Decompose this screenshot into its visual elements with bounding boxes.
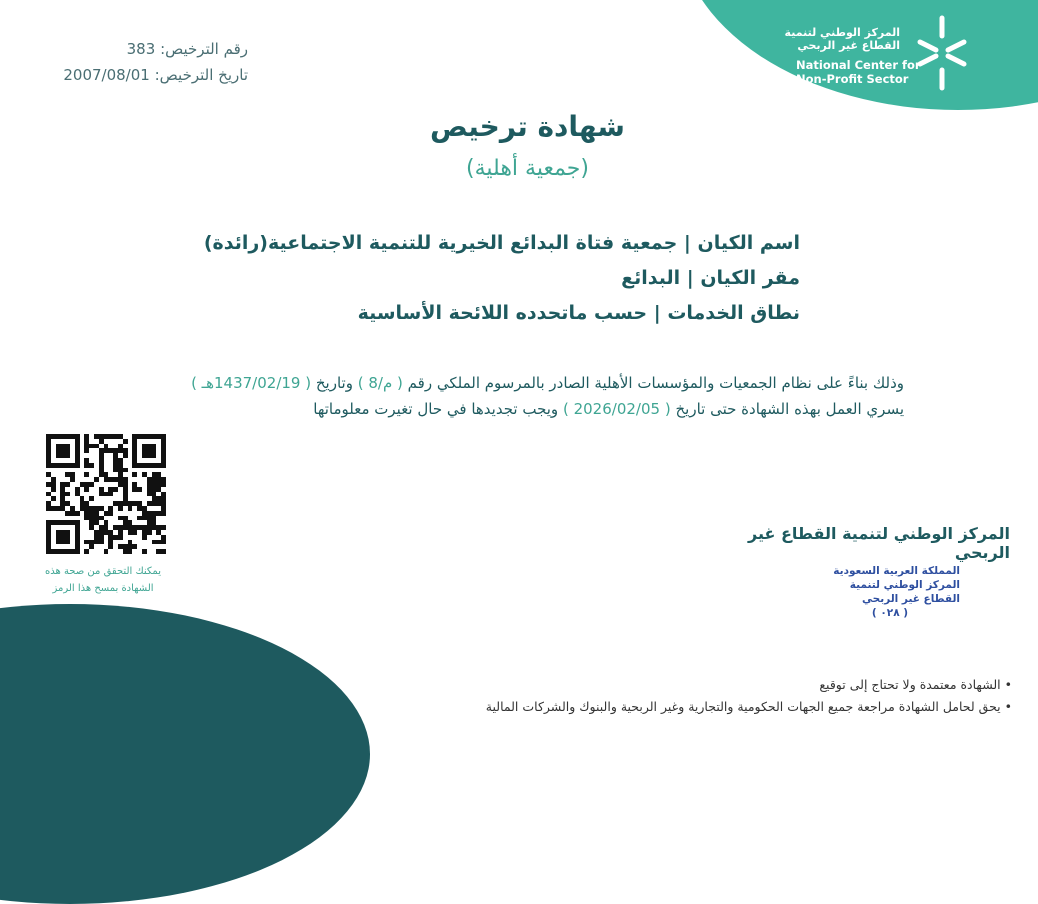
logo-english-line1: National Center for	[796, 58, 921, 72]
verification-qr-code	[46, 434, 166, 554]
stamp-line4: ( ٠٢٨ )	[871, 607, 909, 619]
stamp-line2: المركز الوطني لتنمية	[849, 579, 960, 591]
logo-english-line2: Non-Profit Sector	[796, 72, 909, 86]
official-stamp	[820, 564, 960, 620]
qr-module	[161, 549, 166, 554]
separator: |	[683, 232, 691, 254]
logo-arabic-line1: المركز الوطني لتنمية	[784, 26, 900, 39]
entity-details	[200, 226, 800, 331]
notes-list	[400, 674, 1012, 718]
renewal-text: ويجب تجديدها في حال تغيرت معلوماتها	[313, 400, 559, 418]
entity-hq-label: مقر الكيان	[700, 267, 800, 289]
license-date-label: تاريخ الترخيص:	[154, 66, 248, 84]
entity-name-label: اسم الكيان	[697, 232, 800, 254]
license-number-label: رقم الترخيص:	[160, 40, 248, 58]
license-date-row	[20, 62, 248, 88]
issuer-name: المركز الوطني لتنمية القطاع غير الربحي	[748, 524, 1010, 562]
certificate-subtitle: (جمعية أهلية)	[466, 156, 589, 181]
license-number-row	[20, 36, 248, 62]
qr-caption-line1: يمكنك التحقق من صحة هذه	[45, 566, 161, 577]
qr-caption	[20, 563, 186, 597]
ncnp-logo	[784, 12, 980, 90]
decree-line-2	[140, 396, 904, 422]
license-date-value: 2007/08/01	[63, 66, 150, 84]
decree-number: ( م/8 )	[357, 374, 403, 392]
entity-hq-value: البدائع	[621, 267, 681, 289]
validity-text: يسري العمل بهذه الشهادة حتى تاريخ	[675, 400, 904, 418]
footer-decoration	[0, 604, 370, 904]
decree-line1-text: وذلك بناءً على نظام الجمعيات والمؤسسات الأهلية الصادر بالمرسوم الملكي رقم	[407, 374, 904, 392]
entity-name-row	[200, 226, 800, 261]
decree-date-label: وتاريخ	[315, 374, 353, 392]
logo-arabic-text	[785, 26, 900, 52]
decree-date: ( 1437/02/19هـ )	[191, 374, 312, 392]
ncnp-star-icon	[916, 14, 968, 92]
note-item: • يحق لحامل الشهادة مراجعة جميع الجهات الحكومية والتجارية وغير الربحية والبنوك والشركات المالية	[400, 696, 1012, 718]
entity-hq-row	[200, 261, 800, 296]
separator: |	[686, 267, 694, 289]
stamp-line1: المملكة العربية السعودية	[833, 565, 960, 577]
decree-line-1	[140, 370, 904, 396]
certificate-title: شهادة ترخيص	[430, 110, 625, 143]
stamp-line3: القطاع غير الربحي	[862, 593, 960, 605]
entity-scope-label: نطاق الخدمات	[667, 302, 800, 324]
decree-text	[140, 370, 904, 422]
license-info	[20, 36, 248, 88]
separator: |	[653, 302, 661, 324]
entity-scope-value: حسب ماتحدده اللائحة الأساسية	[357, 302, 648, 324]
logo-arabic-line2: القطاع غير الربحي	[797, 39, 900, 52]
note-item: • الشهادة معتمدة ولا تحتاج إلى توقيع	[400, 674, 1012, 696]
license-number-value: 383	[126, 40, 156, 58]
entity-name-value: جمعية فتاة البدائع الخيرية للتنمية الاجتماعية(رائدة)	[203, 232, 678, 254]
logo-english-text	[796, 58, 921, 86]
qr-caption-line2: الشهادة بمسح هذا الرمز	[52, 583, 154, 594]
entity-scope-row	[200, 296, 800, 331]
expiry-date: ( 2026/02/05 )	[562, 400, 671, 418]
